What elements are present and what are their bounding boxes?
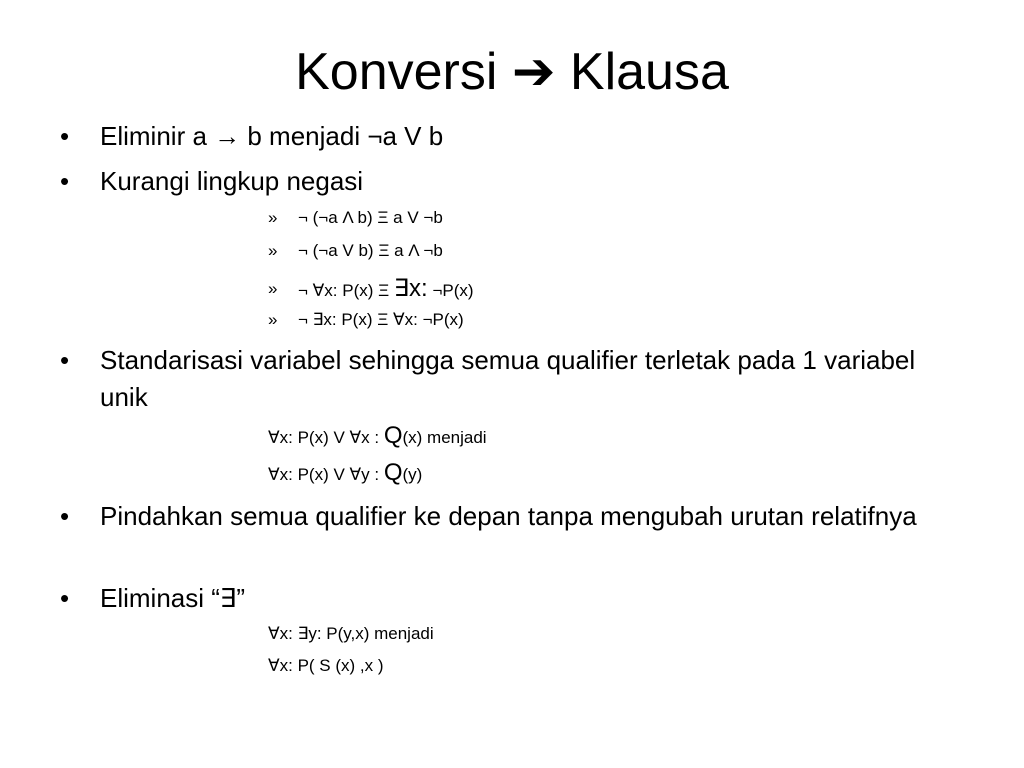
formula-pre: ∀x: P(x) V ∀x : xyxy=(268,428,384,447)
sub-item-text: ¬ (¬a V b) Ξ a Λ ¬b xyxy=(298,241,443,260)
sub-bullet-icon: » xyxy=(268,241,278,260)
formula-line xyxy=(268,623,434,645)
bullet-icon: • xyxy=(60,501,70,531)
sub-bullet-icon: » xyxy=(268,310,278,329)
formula-big: Q xyxy=(383,422,403,449)
sub-item-text: ¬ (¬a Λ b) Ξ a V ¬b xyxy=(298,208,443,227)
bullet-icon: • xyxy=(60,166,70,196)
bullet-icon: • xyxy=(60,583,70,613)
bullet-text: Eliminir a → b menjadi ¬a V b xyxy=(100,121,444,151)
bullet-text: Kurangi lingkup negasi xyxy=(100,166,364,196)
formula-post: (y) xyxy=(402,465,423,484)
formula-line xyxy=(268,459,423,486)
formula-text: ∀x: P( S (x) ,x ) xyxy=(268,656,384,675)
formula-big: Q xyxy=(383,459,403,486)
sub-item-post: ¬P(x) xyxy=(427,281,474,300)
bullet-text: Standarisasi variabel sehingga semua qualifier terletak pada 1 variabel unik xyxy=(100,345,916,412)
title-right: Klausa xyxy=(569,43,729,101)
slide-title xyxy=(0,40,1024,104)
sub-bullet-icon: » xyxy=(268,208,278,227)
formula-text: ∀x: ∃y: P(y,x) menjadi xyxy=(268,624,434,643)
formula-line xyxy=(268,422,487,449)
sub-item-big: ∃x: xyxy=(393,275,428,302)
bullet-text: Eliminasi “∃” xyxy=(100,583,245,613)
formula-post: (x) menjadi xyxy=(402,428,487,447)
sub-bullet-icon: » xyxy=(268,279,278,298)
bullet-icon: • xyxy=(60,121,70,151)
formula-pre: ∀x: P(x) V ∀y : xyxy=(268,465,384,484)
formula-line xyxy=(268,655,384,677)
right-arrow-icon: ➔ xyxy=(511,43,556,101)
title-left: Konversi xyxy=(295,43,498,101)
sub-item-pre: ¬ ∀x: P(x) Ξ xyxy=(298,281,394,300)
sub-item-text: ¬ ∃x: P(x) Ξ ∀x: ¬P(x) xyxy=(298,310,464,329)
sub-item-text xyxy=(298,275,474,302)
bullet-icon: • xyxy=(60,345,70,375)
bullet-text: Pindahkan semua qualifier ke depan tanpa mengubah urutan relatifnya xyxy=(100,501,917,531)
